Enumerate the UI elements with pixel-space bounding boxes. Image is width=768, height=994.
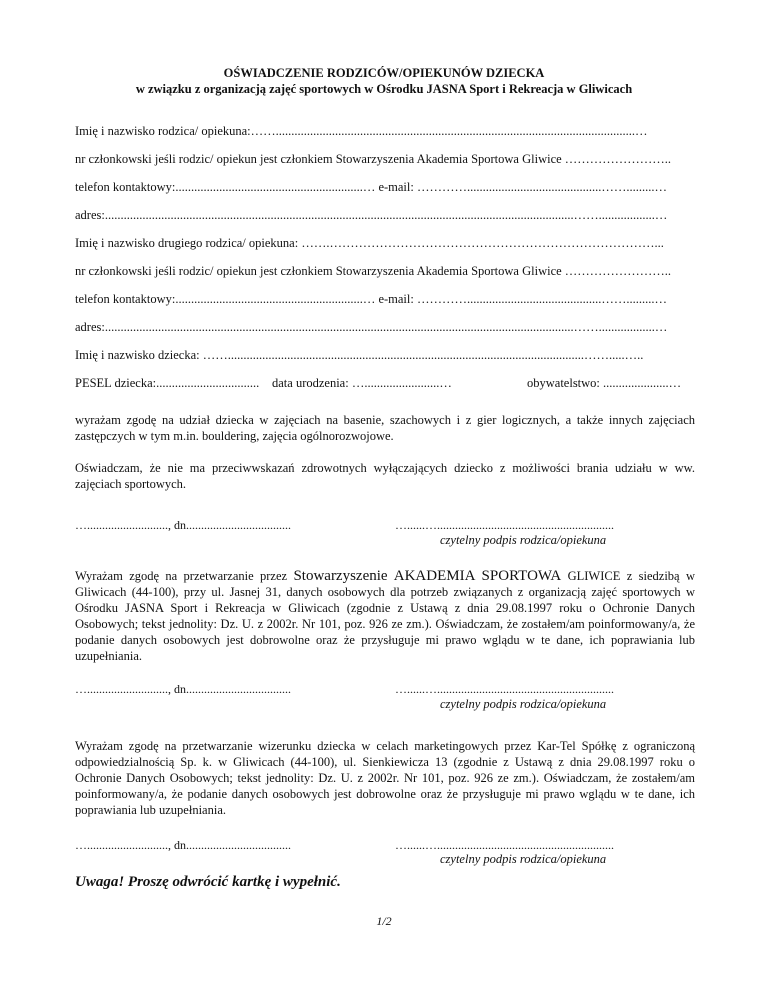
turn-page-warning: Uwaga! Proszę odwrócić kartkę i wypełnić.: [75, 874, 341, 890]
child-name-field[interactable]: Imię i nazwisko dziecka: ……..................................................................................................................…….....…..: [75, 348, 644, 362]
citizenship-field[interactable]: obywatelstwo: .....................…: [527, 376, 682, 390]
activities-consent: wyrażam zgodę na udział dziecka w zajęciach na basenie, szachowych i z gier logicznych, a także innych zajęciach zastępczych w tym m.in. bouldering, zajęcia ogólnorozwojowe.: [75, 413, 695, 443]
parent-name-field[interactable]: Imię i nazwisko rodzica/ opiekuna:……...................................................................................................................…: [75, 124, 648, 138]
member-number-field[interactable]: nr członkowski jeśli rodzic/ opiekun jest członkiem Stowarzyszenia Akademia Sportowa Gliwice ……………………..: [75, 152, 672, 166]
signature-line-2[interactable]: …......…...........................................................: [395, 682, 614, 696]
signature-caption-1: czytelny podpis rodzica/opiekuna: [440, 533, 607, 547]
phone-email-field[interactable]: telefon kontaktowy:............................................................… e-mail: …………...........................................…….........…: [75, 180, 667, 194]
org-name-2: AKADEMIA SPORTOWA: [387, 568, 562, 584]
document-title: OŚWIADCZENIE RODZICÓW/OPIEKUNÓW DZIECKA: [223, 66, 545, 80]
pesel-field[interactable]: PESEL dziecka:.................................: [75, 376, 260, 390]
page-number: 1/2: [376, 914, 392, 928]
consent-body: GLIWICE z siedzibą w Gliwicach (44-100), przy ul. Jasnej 31, danych osobowych dla potrzeb związanych z organizacją zajęć sportowych w Ośrodku JASNA Sport i Rekreacja w Gliwicach (zgodnie z Ustawą z dnia 29.08.1997 roku o Ochronie Danych Osobowych; tekst jednolity: Dz. U. z 2002r. Nr 101, poz. 926 ze zm.). Oświadczam, że zostałem/am poinformowany/a, że podanie danych osobowych jest dobrowolne oraz że przysługuje mi prawo wglądu w te dane, ich poprawiania lub uzupełniania.: [75, 569, 695, 663]
signature-caption-3: czytelny podpis rodzica/opiekuna: [440, 852, 607, 866]
signature-caption-2: czytelny podpis rodzica/opiekuna: [440, 697, 607, 711]
health-statement: Oświadczam, że nie ma przeciwwskazań zdrowotnych wyłączających dziecko z możliwości brania udziału w ww. zajęciach sportowych.: [75, 461, 695, 491]
date-line-1[interactable]: …..........................., dn...................................: [75, 518, 291, 532]
second-phone-email-field[interactable]: telefon kontaktowy:............................................................… e-mail: …………...........................................…….........…: [75, 292, 667, 306]
data-processing-consent: [75, 568, 695, 664]
consent-intro: Wyrażam zgodę na przetwarzanie przez: [75, 569, 294, 583]
org-name-1: Stowarzyszenie: [293, 568, 388, 584]
address-field[interactable]: adres:......................................................................................................................................................……..................…: [75, 208, 668, 222]
second-member-number-field[interactable]: nr członkowski jeśli rodzic/ opiekun jest członkiem Stowarzyszenia Akademia Sportowa Gliwice ……………………..: [75, 264, 672, 278]
second-address-field[interactable]: adres:......................................................................................................................................................……..................…: [75, 320, 668, 334]
date-line-3[interactable]: …..........................., dn...................................: [75, 838, 291, 852]
second-parent-name-field[interactable]: Imię i nazwisko drugiego rodzica/ opiekuna: …….……………………………………………………………………...: [75, 236, 664, 250]
signature-line-1[interactable]: …......…...........................................................: [395, 518, 614, 532]
signature-line-3[interactable]: …......…...........................................................: [395, 838, 614, 852]
image-consent: Wyrażam zgodę na przetwarzanie wizerunku dziecka w celach marketingowych przez Kar-Tel Spółkę z ograniczoną odpowiedzialnością Sp. k. w Gliwicach (44-100), ul. Sienkiewicza 13 (zgodnie z Ustawą z dnia 29.08.1997 roku o Ochronie Danych Osobowych; tekst jednolity: Dz. U. z 2002r. Nr 101, poz. 926 ze zm.). Oświadczam, że zostałem/am poinformowany/a, że podanie danych osobowych jest dobrowolne oraz że przysługuje mi prawo wglądu w te dane, ich poprawiania lub uzupełniania.: [75, 739, 695, 817]
date-line-2[interactable]: …..........................., dn...................................: [75, 682, 291, 696]
birth-date-field[interactable]: data urodzenia: …........................…: [272, 376, 452, 390]
document-subtitle: w związku z organizacją zajęć sportowych w Ośrodku JASNA Sport i Rekreacja w Gliwicach: [135, 82, 633, 96]
